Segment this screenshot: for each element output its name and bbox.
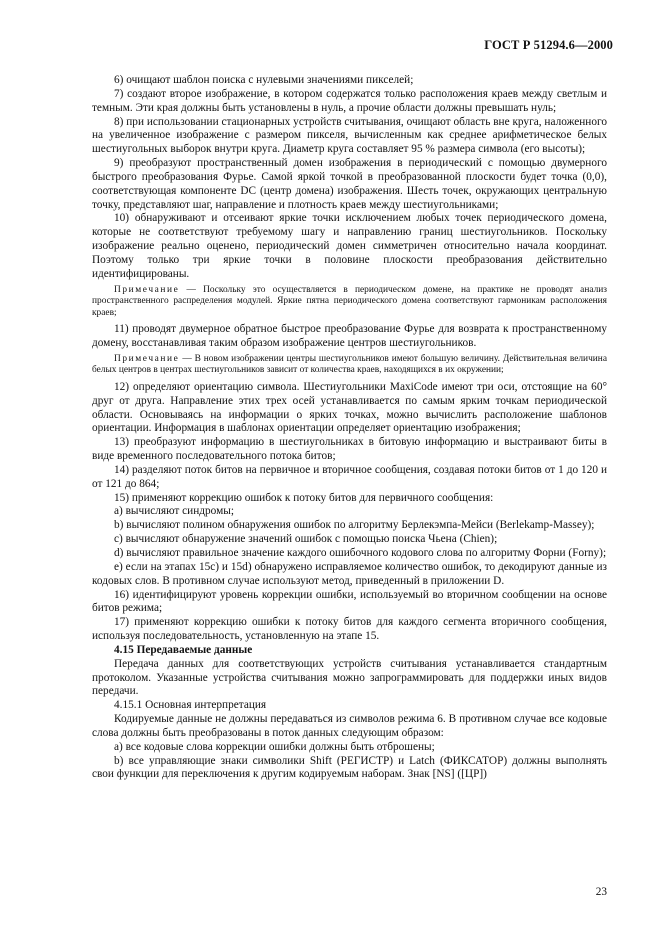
paragraph: 6) очищают шаблон поиска с нулевыми значениями пикселей;	[114, 74, 414, 86]
paragraph: c) вычисляют обнаружение значений ошибок с помощью поиска Чьена (Chien);	[114, 533, 498, 546]
paragraph: 7) создают второе изображение, в котором содержатся только расположения краев между светлым и темным. Эти края должны быть установлены в нуль, а прочие области должны превышать нуль;	[92, 87, 607, 114]
section-heading: 4.15 Передаваемые данные	[114, 643, 253, 656]
paragraph: 4.15.1 Основная интерпретация	[114, 699, 267, 712]
note-label: Примечание	[114, 353, 180, 364]
note-text: — В новом изображении центры шестиугольников имеют большую величину. Действительная величина белых центров в центрах шестиугольников зависит от количества краев, находящихся в их окружении;	[92, 353, 607, 376]
paragraph: 16) идентифицируют уровень коррекции ошибки, используемый во вторичном сообщении на основе битов режима;	[92, 588, 607, 615]
page-header: ГОСТ Р 51294.6—2000	[484, 38, 613, 52]
paragraph: 17) применяют коррекцию ошибки к потоку битов для каждого сегмента вторичного сообщения, используя последовательность, установленную на этапе 15.	[92, 616, 607, 643]
paragraph: 10) обнаруживают и отсеивают яркие точки исключением любых точек периодического домена, которые не соответствуют требуемому шагу и направлению границ шестиугольников. Поскольку изображение реально оценено, периодический домен симметричен относительно начала координат. Поэтому только три яркие точки в половине плоскости преобразования действительно идентифицированы.	[92, 212, 607, 280]
paragraph: Кодируемые данные не должны передаваться из символов режима 6. В противном случае все кодовые слова должны быть преобразованы в поток данных следующим образом:	[92, 713, 607, 739]
paragraph: 12) определяют ориентацию символа. Шестиугольники MaxiCode имеют три оси, отстоящие на 60° друг от друга. Направление этих трех осей устанавливается по самым ярким точкам периодической области. Основываясь на информации о ярких точках, можно вычислить расположение шаблонов ориентации. Информация в шаблонах ориентации определяет ориентацию изображения;	[92, 380, 607, 435]
paragraph: Передача данных для соответствующих устройств считывания устанавливается стандартным протоколом. Указанные устройства считывания можно запрограммировать для поддержки иных видов передачи.	[92, 657, 607, 698]
note-text: — Поскольку это осуществляется в периодическом домене, на практике не проводят анализ пространственного распределения модулей. Яркие пятна периодического домена соответствуют гармоникам расположения краев;	[92, 284, 607, 318]
paragraph: b) все управляющие знаки символики Shift (РЕГИСТР) и Latch (ФИКСАТОР) должны выполнять свои функции для переключения к другим кодируемым наборам. Знак [NS] ([ЦР])	[92, 754, 607, 781]
paragraph: 8) при использовании стационарных устройств считывания, очищают область вне круга, наложенного на увеличенное изображение с размером пикселя, вычисленным как среднее арифметическое белых шестиугольных выборок внутри круга. Диаметр круга составляет 95 % размера символа (его высоты);	[92, 115, 607, 156]
paragraph: a) вычисляют синдромы;	[114, 505, 234, 518]
paragraph: b) вычисляют полином обнаружения ошибок по алгоритму Берлекэмпа-Мейси (Berlekamp-Massey);	[114, 519, 595, 532]
paragraph: 13) преобразуют информацию в шестиугольниках в битовую информацию и выстраивают биты в виде временного последовательного потока битов;	[92, 436, 607, 463]
document-body	[92, 74, 607, 782]
paragraph: 9) преобразуют пространственный домен изображения в периодический с помощью двумерного быстрого преобразования Фурье. Самой яркой точкой в преобразованной плоскости будет точка (0,0), соответствующая компоненте DC (центр домена) изображения. Шесть точек, окружающих центральную точку, представляют шаг, направление и плотность краев между шестиугольниками;	[92, 157, 607, 211]
paragraph: 15) применяют коррекцию ошибок к потоку битов для первичного сообщения:	[114, 491, 494, 504]
paragraph: e) если на этапах 15c) и 15d) обнаружено исправляемое количество ошибок, то декодируют данные из кодовых слов. В противном случае используют метод, приведенный в приложении D.	[92, 560, 607, 587]
note-paragraph	[92, 354, 607, 377]
paragraph: 11) проводят двумерное обратное быстрое преобразование Фурье для возврата к пространственному домену, восстанавливая таким образом изображение центров шестиугольников.	[92, 323, 607, 349]
note-label: Примечание	[114, 284, 180, 295]
note-paragraph	[92, 285, 607, 320]
paragraph: a) все кодовые слова коррекции ошибки должны быть отброшены;	[114, 740, 435, 753]
paragraph: d) вычисляют правильное значение каждого ошибочного кодового слова по алгоритму Форни (Forny);	[114, 546, 607, 559]
page-number: 23	[595, 886, 607, 898]
paragraph: 14) разделяют поток битов на первичное и вторичное сообщения, создавая потоки битов от 1 до 120 и от 121 до 864;	[92, 463, 607, 490]
